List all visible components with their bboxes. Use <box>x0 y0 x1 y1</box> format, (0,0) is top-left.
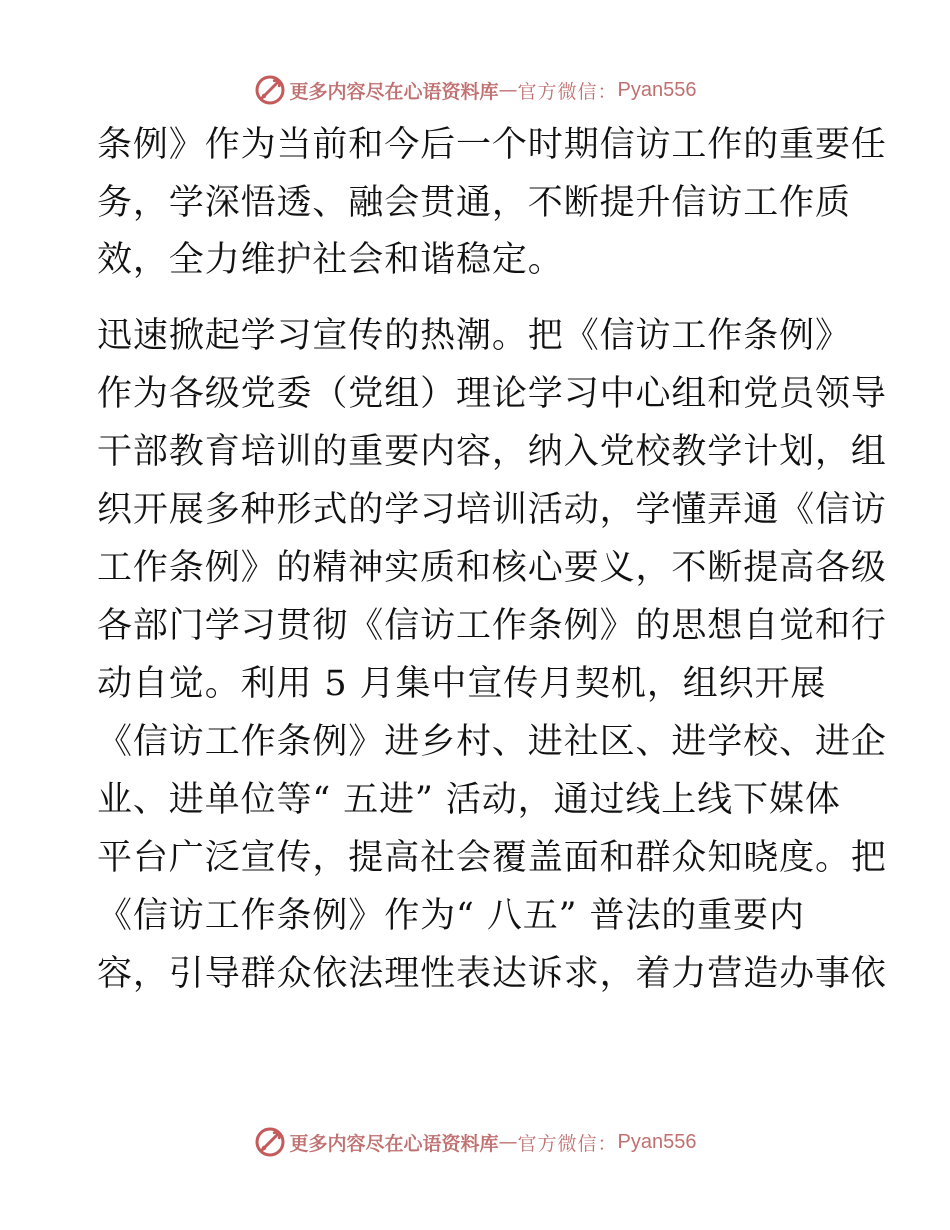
body-line: 工作条例》的精神实质和核心要义，不断提高各级 <box>97 548 887 588</box>
body-line: 各部门学习贯彻《信访工作条例》的思想自觉和行 <box>97 606 887 646</box>
watermark-wechat-id: Pyan556 <box>617 78 697 101</box>
watermark-wechat-label: 官方微信： <box>517 1132 618 1155</box>
watermark-brand: 更多内容尽在心语资料库 <box>289 80 499 103</box>
quill-logo-icon <box>254 74 286 106</box>
watermark-dash: — <box>498 1131 518 1153</box>
body-line: 《信访工作条例》进乡村、进社区、进学校、进企 <box>97 722 887 762</box>
body-line: 务，学深悟透、融会贯通，不断提升信访工作质 <box>97 183 851 223</box>
body-line: 容，引导群众依法理性表达诉求，着力营造办事依 <box>97 954 887 994</box>
body-line: 条例》作为当前和今后一个时期信访工作的重要任 <box>97 125 887 165</box>
body-line: 《信访工作条例》作为“ 八五” 普法的重要内 <box>97 896 805 936</box>
header-watermark <box>0 72 950 108</box>
watermark-brand: 更多内容尽在心语资料库 <box>289 1132 499 1155</box>
body-line: 业、进单位等“ 五进” 活动，通过线上线下媒体 <box>97 780 841 820</box>
body-line: 效，全力维护社会和谐稳定。 <box>97 240 564 280</box>
body-line: 作为各级党委（党组）理论学习中心组和党员领导 <box>97 374 887 414</box>
watermark-wechat-id: Pyan556 <box>617 1130 697 1153</box>
body-line: 织开展多种形式的学习培训活动，学懂弄通《信访 <box>97 490 887 530</box>
footer-watermark <box>0 1124 950 1160</box>
watermark-dash: — <box>498 79 518 101</box>
body-line: 干部教育培训的重要内容，纳入党校教学计划，组 <box>97 432 887 472</box>
body-line: 动自觉。利用 5 月集中宣传月契机，组织开展 <box>97 664 827 704</box>
watermark-wechat-label: 官方微信： <box>517 80 618 103</box>
body-line: 平台广泛宣传，提高社会覆盖面和群众知晓度。把 <box>97 838 887 878</box>
body-line: 迅速掀起学习宣传的热潮。把《信访工作条例》 <box>97 316 851 356</box>
quill-logo-icon <box>254 1126 286 1158</box>
